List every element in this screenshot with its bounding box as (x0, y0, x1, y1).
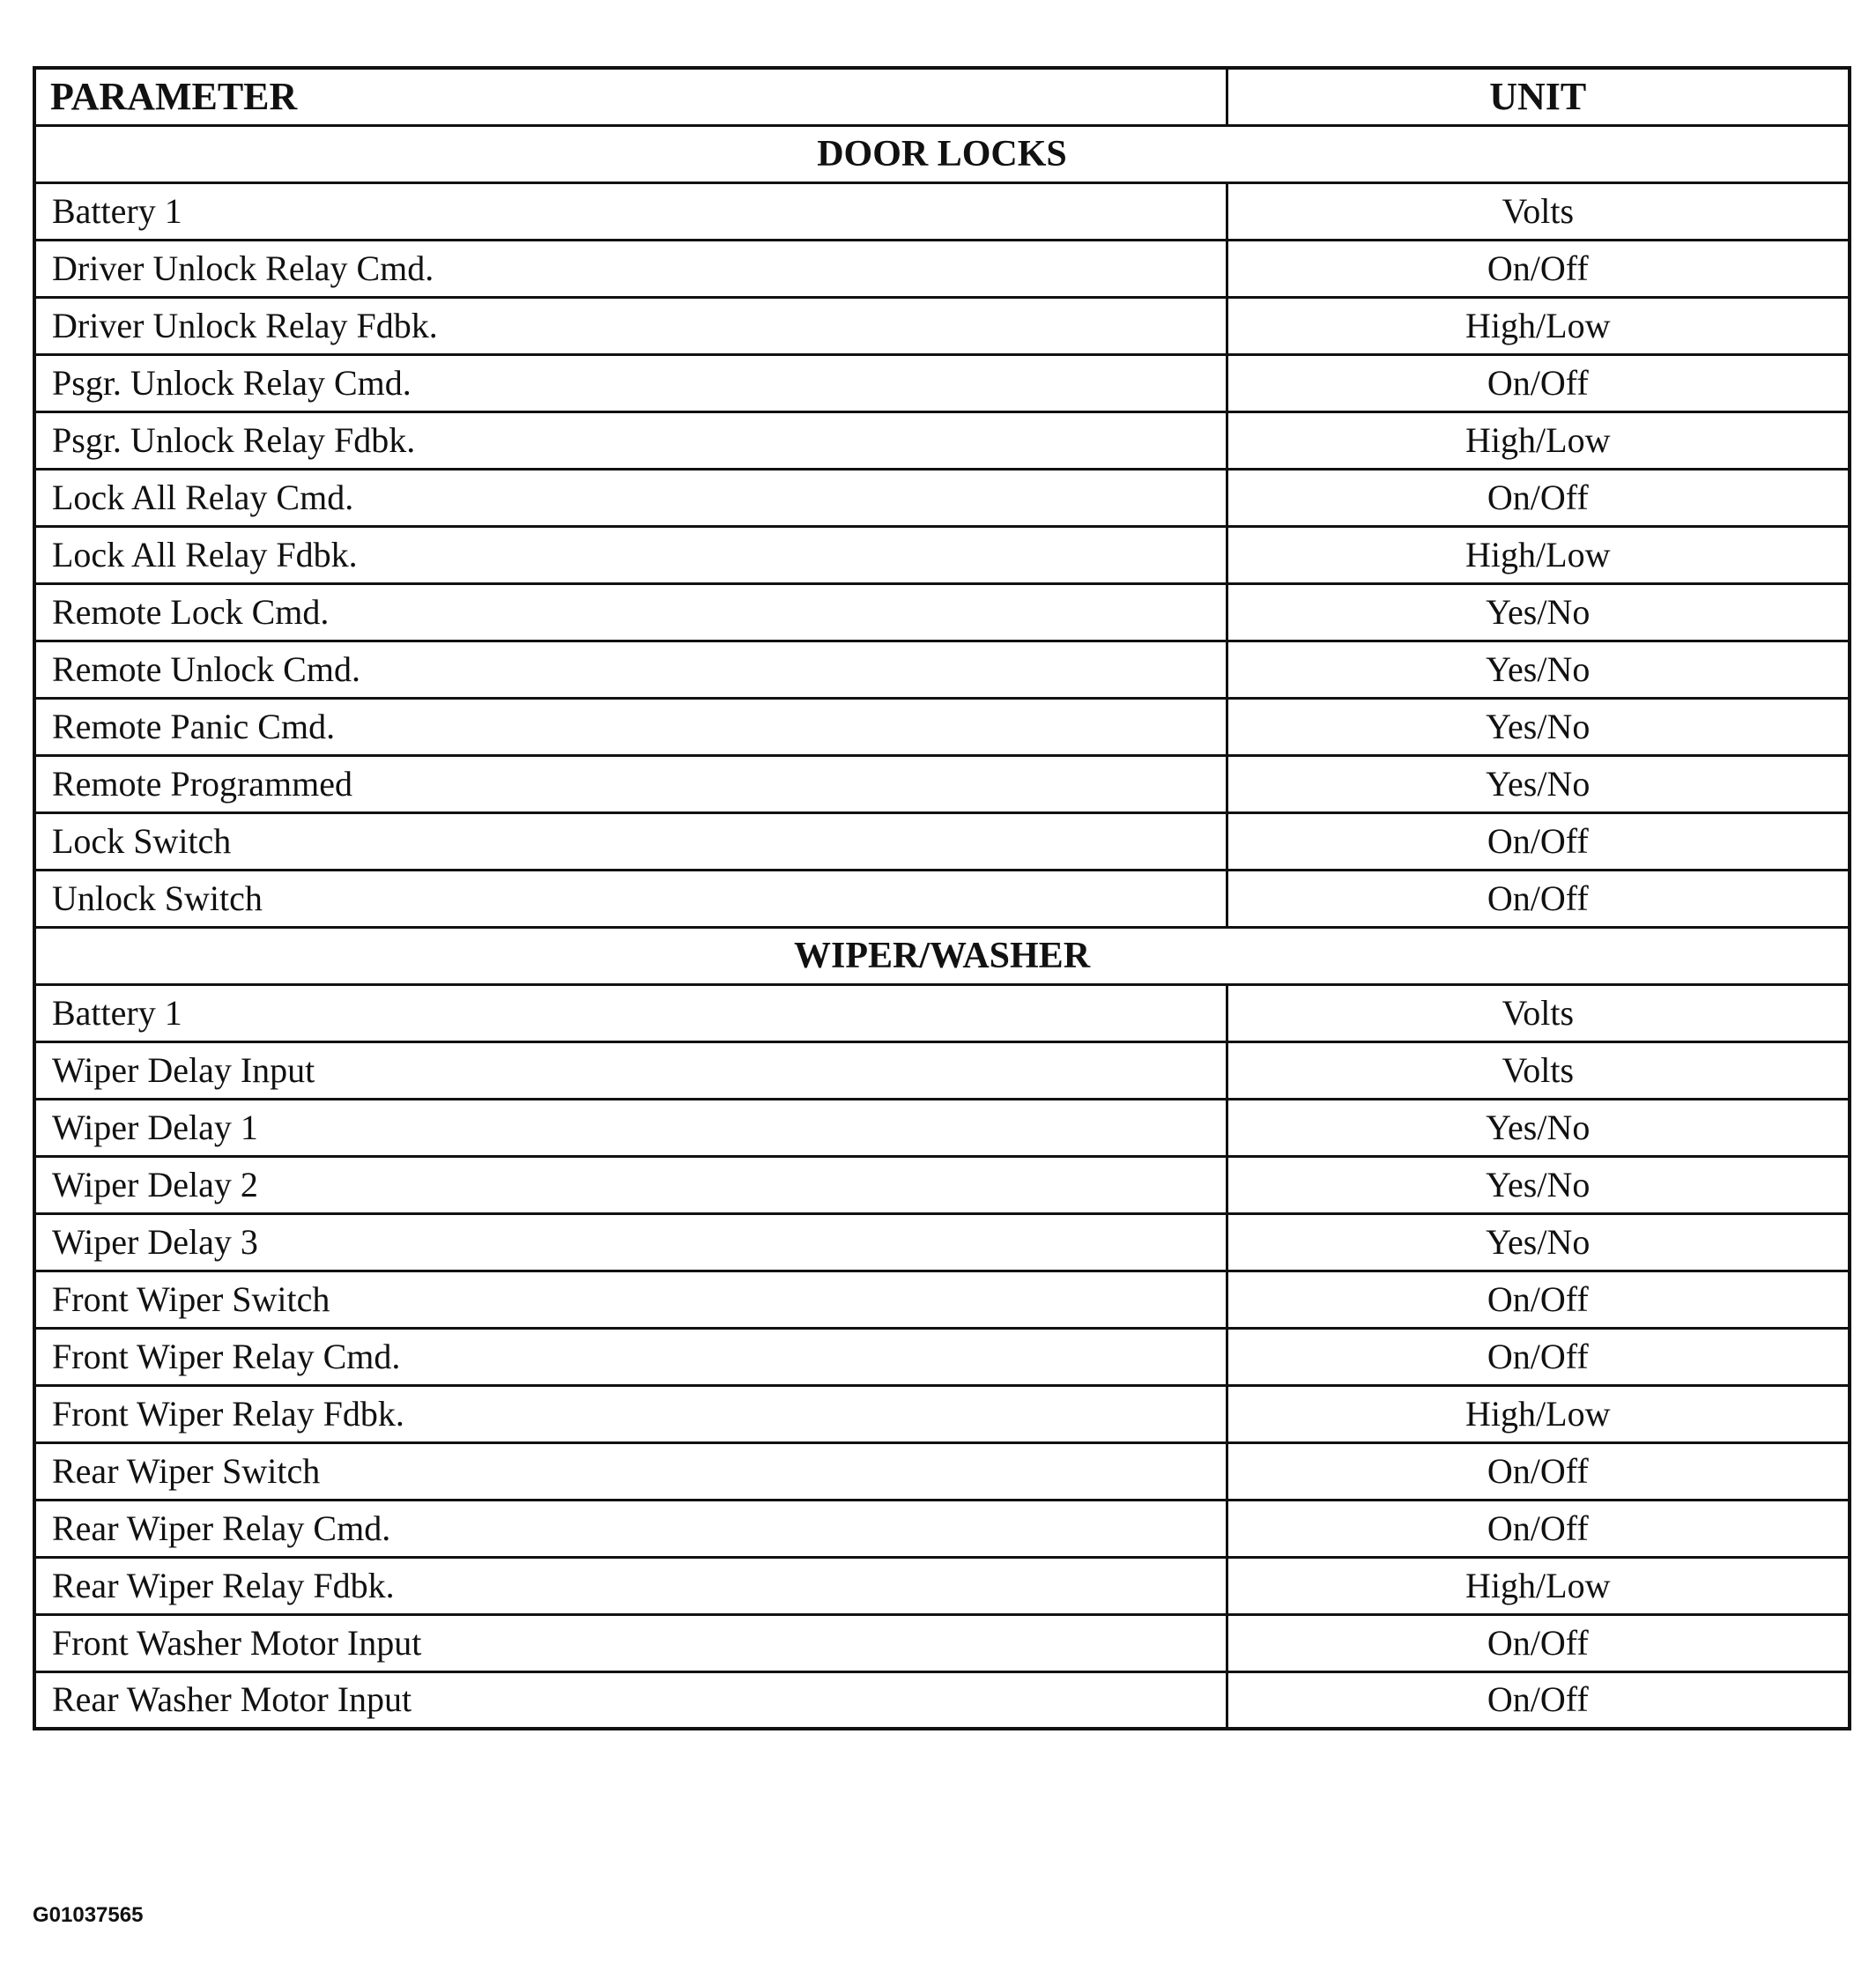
table-row (34, 1099, 1850, 1156)
header-parameter: PARAMETER (34, 68, 1227, 125)
table-row (34, 1500, 1850, 1557)
unit-cell: Yes/No (1227, 641, 1850, 698)
table-row (34, 240, 1850, 297)
parameter-cell: Front Wiper Switch (34, 1271, 1227, 1328)
table-row (34, 1156, 1850, 1213)
unit-cell: On/Off (1227, 1328, 1850, 1385)
parameter-cell: Rear Wiper Relay Fdbk. (34, 1557, 1227, 1614)
unit-cell: On/Off (1227, 812, 1850, 870)
unit-cell: Yes/No (1227, 1213, 1850, 1271)
unit-cell: On/Off (1227, 354, 1850, 411)
table-row (34, 354, 1850, 411)
parameter-cell: Driver Unlock Relay Fdbk. (34, 297, 1227, 354)
table-row (34, 469, 1850, 526)
table-row (34, 583, 1850, 641)
table-row (34, 1557, 1850, 1614)
table-row (34, 984, 1850, 1041)
table-row (34, 812, 1850, 870)
table-row (34, 1041, 1850, 1099)
parameter-cell: Remote Panic Cmd. (34, 698, 1227, 755)
table-row (34, 1671, 1850, 1729)
unit-cell: On/Off (1227, 1442, 1850, 1500)
parameter-cell: Battery 1 (34, 182, 1227, 240)
unit-cell: Volts (1227, 984, 1850, 1041)
table-row (34, 1328, 1850, 1385)
unit-cell: Yes/No (1227, 755, 1850, 812)
figure-code: G01037565 (33, 1903, 144, 1927)
unit-cell: On/Off (1227, 1614, 1850, 1671)
section-title: WIPER/WASHER (34, 927, 1850, 984)
parameter-cell: Wiper Delay 3 (34, 1213, 1227, 1271)
table-row (34, 1213, 1850, 1271)
section-title: DOOR LOCKS (34, 125, 1850, 182)
header-row (34, 68, 1850, 125)
parameter-cell: Lock All Relay Fdbk. (34, 526, 1227, 583)
unit-cell: High/Low (1227, 297, 1850, 354)
table-row (34, 641, 1850, 698)
parameter-cell: Wiper Delay 1 (34, 1099, 1227, 1156)
unit-cell: High/Low (1227, 411, 1850, 469)
parameter-cell: Remote Unlock Cmd. (34, 641, 1227, 698)
parameter-cell: Psgr. Unlock Relay Cmd. (34, 354, 1227, 411)
section-row (34, 125, 1850, 182)
header-unit: UNIT (1227, 68, 1850, 125)
parameter-cell: Remote Programmed (34, 755, 1227, 812)
unit-cell: On/Off (1227, 469, 1850, 526)
unit-cell: High/Low (1227, 526, 1850, 583)
unit-cell: On/Off (1227, 1671, 1850, 1729)
unit-cell: High/Low (1227, 1557, 1850, 1614)
parameter-cell: Rear Wiper Switch (34, 1442, 1227, 1500)
table-row (34, 411, 1850, 469)
table-body (34, 125, 1850, 1729)
table-row (34, 870, 1850, 927)
unit-cell: Yes/No (1227, 1099, 1850, 1156)
parameter-cell: Unlock Switch (34, 870, 1227, 927)
table-row (34, 1385, 1850, 1442)
table-row (34, 698, 1850, 755)
unit-cell: Volts (1227, 1041, 1850, 1099)
parameter-cell: Psgr. Unlock Relay Fdbk. (34, 411, 1227, 469)
unit-cell: On/Off (1227, 240, 1850, 297)
table-row (34, 755, 1850, 812)
table-row (34, 1614, 1850, 1671)
parameter-cell: Lock All Relay Cmd. (34, 469, 1227, 526)
table-row (34, 1442, 1850, 1500)
unit-cell: Yes/No (1227, 698, 1850, 755)
unit-cell: On/Off (1227, 1500, 1850, 1557)
table-row (34, 526, 1850, 583)
parameter-cell: Battery 1 (34, 984, 1227, 1041)
unit-cell: High/Low (1227, 1385, 1850, 1442)
unit-cell: Volts (1227, 182, 1850, 240)
table-row (34, 297, 1850, 354)
table-row (34, 1271, 1850, 1328)
unit-cell: On/Off (1227, 870, 1850, 927)
table-row (34, 182, 1850, 240)
parameter-table (33, 66, 1851, 1730)
parameter-cell: Lock Switch (34, 812, 1227, 870)
parameter-cell: Wiper Delay Input (34, 1041, 1227, 1099)
unit-cell: Yes/No (1227, 583, 1850, 641)
unit-cell: Yes/No (1227, 1156, 1850, 1213)
parameter-cell: Rear Washer Motor Input (34, 1671, 1227, 1729)
parameter-cell: Front Wiper Relay Fdbk. (34, 1385, 1227, 1442)
unit-cell: On/Off (1227, 1271, 1850, 1328)
section-row (34, 927, 1850, 984)
parameter-cell: Wiper Delay 2 (34, 1156, 1227, 1213)
parameter-cell: Rear Wiper Relay Cmd. (34, 1500, 1227, 1557)
parameter-cell: Remote Lock Cmd. (34, 583, 1227, 641)
parameter-cell: Front Washer Motor Input (34, 1614, 1227, 1671)
parameter-cell: Driver Unlock Relay Cmd. (34, 240, 1227, 297)
parameter-cell: Front Wiper Relay Cmd. (34, 1328, 1227, 1385)
